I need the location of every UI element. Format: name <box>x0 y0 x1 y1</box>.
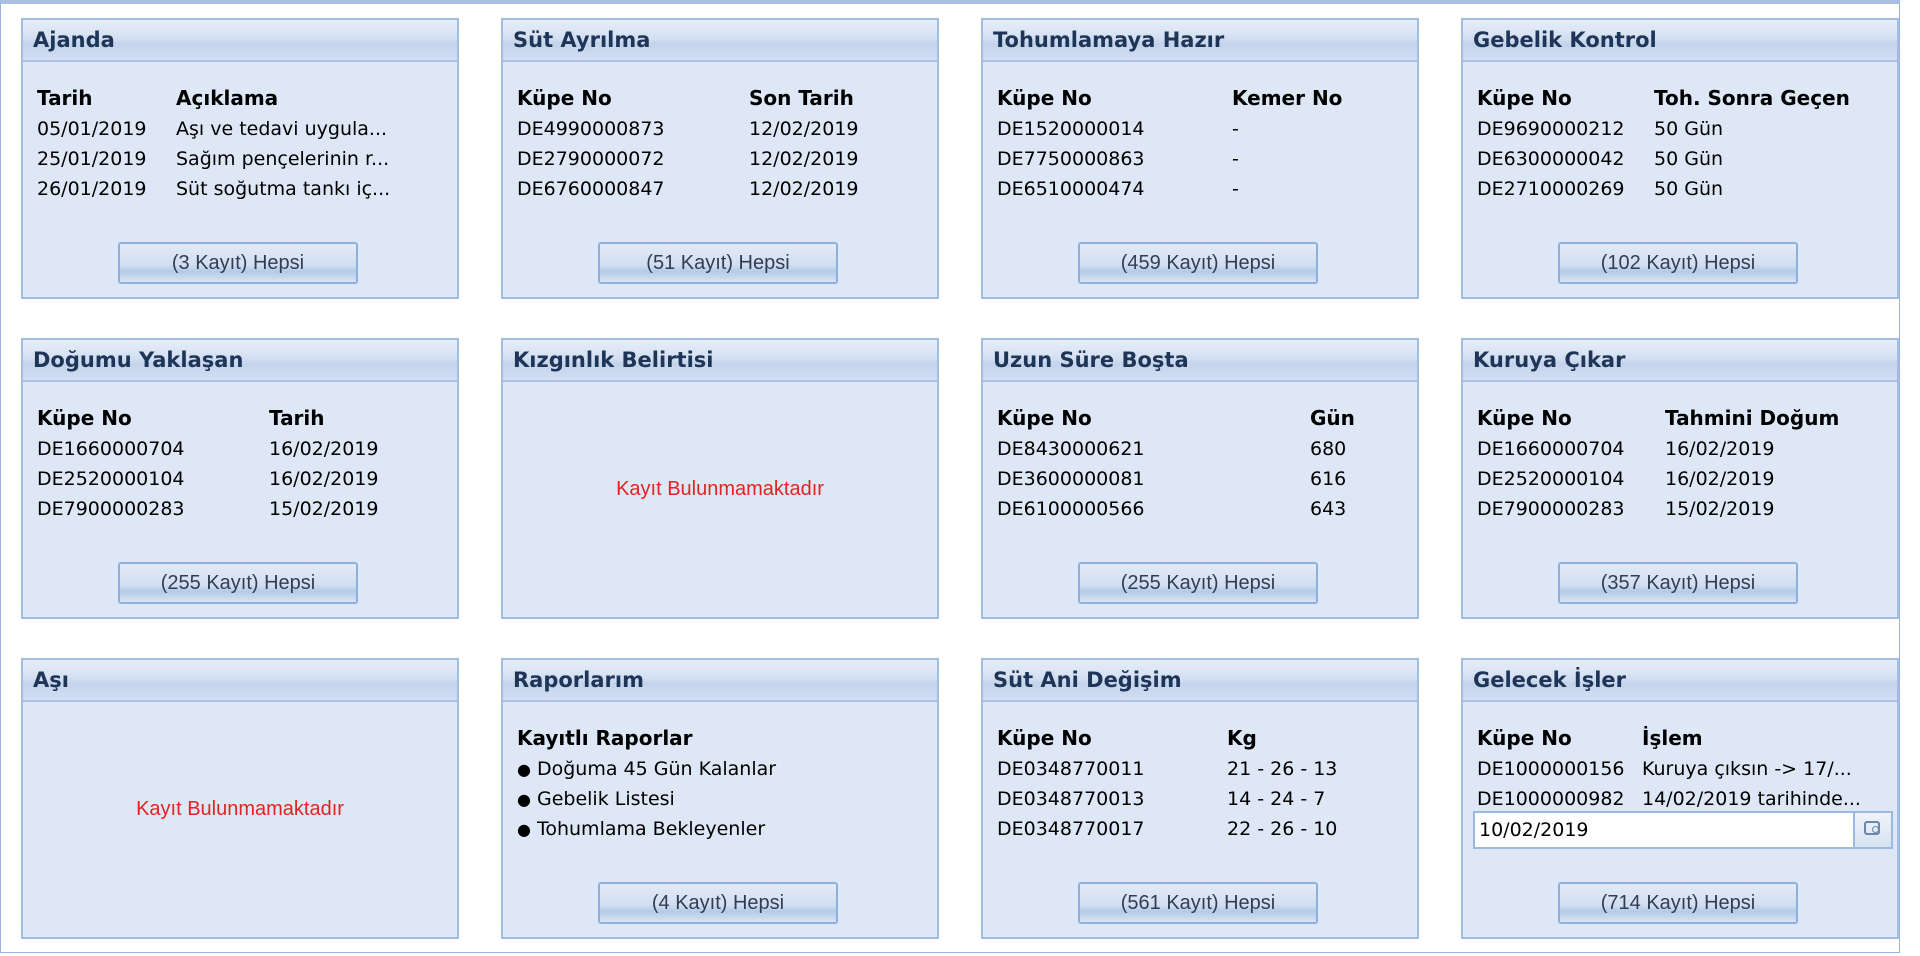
table-cell: DE7900000283 <box>37 498 185 520</box>
table-cell: 16/02/2019 <box>269 438 379 460</box>
panel-title: Raporlarım <box>503 660 937 702</box>
table-cell: 16/02/2019 <box>269 468 379 490</box>
show-all-button[interactable]: (102 Kayıt) Hepsi <box>1558 242 1798 284</box>
table-cell: 16/02/2019 <box>1665 438 1775 460</box>
column-header: Açıklama <box>176 86 279 110</box>
table-cell: 22 - 26 - 10 <box>1227 818 1338 840</box>
table-cell: 26/01/2019 <box>37 178 147 200</box>
uzun-sure-bosta-table <box>997 402 1407 524</box>
table-cell: 12/02/2019 <box>749 148 859 170</box>
table-cell: 16/02/2019 <box>1665 468 1775 490</box>
table-header-row <box>517 82 927 114</box>
panel-gebelik-kontrol <box>1461 18 1899 299</box>
table-row[interactable] <box>1477 144 1887 174</box>
panel-uzun-sure-bosta <box>981 338 1419 619</box>
table-cell: 15/02/2019 <box>1665 498 1775 520</box>
table-row[interactable] <box>37 114 447 144</box>
table-cell: DE4990000873 <box>517 118 665 140</box>
column-header: Toh. Sonra Geçen <box>1654 86 1850 110</box>
panel-title: Tohumlamaya Hazır <box>983 20 1417 62</box>
empty-message: Kayıt Bulunmamaktadır <box>616 478 824 500</box>
column-header: Küpe No <box>997 406 1092 430</box>
table-cell: 05/01/2019 <box>37 118 147 140</box>
report-link[interactable]: ● Tohumlama Bekleyenler <box>517 818 776 848</box>
column-header: İşlem <box>1642 726 1703 750</box>
panel-sut-ayrilma <box>501 18 939 299</box>
table-row[interactable] <box>997 434 1407 464</box>
table-cell: 50 Gün <box>1654 148 1724 170</box>
panel-title: Gebelik Kontrol <box>1463 20 1897 62</box>
table-cell: DE6760000847 <box>517 178 665 200</box>
show-all-button[interactable]: (255 Kayıt) Hepsi <box>118 562 358 604</box>
table-cell: DE7750000863 <box>997 148 1145 170</box>
panel-tohumlamaya-hazir <box>981 18 1419 299</box>
table-cell: 14 - 24 - 7 <box>1227 788 1326 810</box>
panel-title: Ajanda <box>23 20 457 62</box>
column-header: Tarih <box>269 406 325 430</box>
table-header-row <box>997 82 1407 114</box>
table-header-row <box>1477 722 1887 754</box>
table-cell: - <box>1232 148 1239 170</box>
table-row[interactable] <box>37 174 447 204</box>
table-cell: DE0348770017 <box>997 818 1145 840</box>
column-header: Son Tarih <box>749 86 854 110</box>
show-all-button[interactable]: (459 Kayıt) Hepsi <box>1078 242 1318 284</box>
table-cell: DE1000000156 <box>1477 758 1625 780</box>
table-row[interactable] <box>997 754 1407 784</box>
table-row[interactable] <box>997 464 1407 494</box>
panel-ajanda <box>21 18 459 299</box>
table-row[interactable] <box>1477 464 1887 494</box>
table-row[interactable] <box>1477 434 1887 464</box>
tohumlamaya-hazir-table <box>997 82 1407 204</box>
column-header: Tarih <box>37 86 93 110</box>
table-cell: 50 Gün <box>1654 178 1724 200</box>
table-header-row <box>1477 82 1887 114</box>
table-row[interactable] <box>997 144 1407 174</box>
table-cell: DE0348770013 <box>997 788 1145 810</box>
date-picker <box>1473 811 1893 849</box>
panel-dogumu-yaklasan <box>21 338 459 619</box>
show-all-button[interactable]: (714 Kayıt) Hepsi <box>1558 882 1798 924</box>
column-header: Küpe No <box>997 726 1092 750</box>
table-header-row <box>997 722 1407 754</box>
panel-title: Gelecek İşler <box>1463 660 1897 702</box>
table-row[interactable] <box>37 144 447 174</box>
table-row[interactable] <box>1477 114 1887 144</box>
table-cell: DE7900000283 <box>1477 498 1625 520</box>
table-header-row <box>37 402 447 434</box>
column-header: Kemer No <box>1232 86 1343 110</box>
table-cell: DE2520000104 <box>1477 468 1625 490</box>
table-cell: DE9690000212 <box>1477 118 1625 140</box>
calendar-icon[interactable] <box>1853 813 1891 847</box>
gelecek-isler-table <box>1477 722 1887 814</box>
table-cell: DE6300000042 <box>1477 148 1625 170</box>
panel-title: Doğumu Yaklaşan <box>23 340 457 382</box>
panel-title: Süt Ani Değişim <box>983 660 1417 702</box>
column-header: Küpe No <box>517 86 612 110</box>
column-header: Küpe No <box>1477 406 1572 430</box>
table-cell: 21 - 26 - 13 <box>1227 758 1338 780</box>
table-cell: DE0348770011 <box>997 758 1145 780</box>
table-cell: - <box>1232 178 1239 200</box>
table-cell: DE8430000621 <box>997 438 1145 460</box>
table-cell: 15/02/2019 <box>269 498 379 520</box>
table-cell: DE6100000566 <box>997 498 1145 520</box>
table-header-row <box>997 402 1407 434</box>
panel-raporlarim <box>501 658 939 939</box>
table-row[interactable] <box>517 174 927 204</box>
column-header: Tahmini Doğum <box>1665 406 1840 430</box>
show-all-button[interactable]: (4 Kayıt) Hepsi <box>598 882 838 924</box>
show-all-button[interactable]: (51 Kayıt) Hepsi <box>598 242 838 284</box>
column-header: Küpe No <box>37 406 132 430</box>
panel-title: Kızgınlık Belirtisi <box>503 340 937 382</box>
table-row[interactable] <box>517 114 927 144</box>
panel-title: Kuruya Çıkar <box>1463 340 1897 382</box>
table-row[interactable] <box>1477 174 1887 204</box>
table-cell: DE2790000072 <box>517 148 665 170</box>
table-row[interactable] <box>997 114 1407 144</box>
table-cell: Süt soğutma tankı iç... <box>176 178 391 200</box>
table-row[interactable] <box>517 144 927 174</box>
panel-title: Süt Ayrılma <box>503 20 937 62</box>
panel-asi <box>21 658 459 939</box>
panel-kizginlik-belirtisi <box>501 338 939 619</box>
panel-gelecek-isler <box>1461 658 1899 939</box>
date-input[interactable] <box>1479 813 1839 847</box>
table-cell: DE1000000982 <box>1477 788 1625 810</box>
table-cell: DE6510000474 <box>997 178 1145 200</box>
column-header: Küpe No <box>1477 86 1572 110</box>
panel-title: Aşı <box>23 660 457 702</box>
table-cell: Kuruya çıksın -> 17/... <box>1642 758 1852 780</box>
table-cell: - <box>1232 118 1239 140</box>
empty-message: Kayıt Bulunmamaktadır <box>136 798 344 820</box>
show-all-button[interactable]: (255 Kayıt) Hepsi <box>1078 562 1318 604</box>
report-link[interactable]: ● Gebelik Listesi <box>517 788 776 818</box>
show-all-button[interactable]: (561 Kayıt) Hepsi <box>1078 882 1318 924</box>
sut-ayrilma-table <box>517 82 927 204</box>
saved-reports-list <box>517 758 776 848</box>
table-cell: 12/02/2019 <box>749 178 859 200</box>
saved-reports-heading: Kayıtlı Raporlar <box>517 726 693 750</box>
table-row[interactable] <box>997 814 1407 844</box>
gebelik-kontrol-table <box>1477 82 1887 204</box>
dashboard-grid <box>21 18 1899 939</box>
table-cell: 680 <box>1310 438 1347 460</box>
show-all-button[interactable]: (3 Kayıt) Hepsi <box>118 242 358 284</box>
table-row[interactable] <box>997 174 1407 204</box>
column-header: Küpe No <box>1477 726 1572 750</box>
report-link[interactable]: ● Doğuma 45 Gün Kalanlar <box>517 758 776 788</box>
column-header: Küpe No <box>997 86 1092 110</box>
table-cell: 25/01/2019 <box>37 148 147 170</box>
dogumu-yaklasan-table <box>37 402 447 524</box>
table-row[interactable] <box>37 494 447 524</box>
show-all-button[interactable]: (357 Kayıt) Hepsi <box>1558 562 1798 604</box>
ajanda-table <box>37 82 447 204</box>
table-cell: 643 <box>1310 498 1347 520</box>
table-row[interactable] <box>997 494 1407 524</box>
table-cell: DE3600000081 <box>997 468 1145 490</box>
table-cell: 616 <box>1310 468 1347 490</box>
panel-sut-ani-degisim <box>981 658 1419 939</box>
table-row[interactable] <box>997 784 1407 814</box>
table-row[interactable] <box>1477 754 1887 784</box>
sut-ani-degisim-table <box>997 722 1407 844</box>
table-row[interactable] <box>37 464 447 494</box>
kuruya-cikar-table <box>1477 402 1887 524</box>
table-cell: DE1520000014 <box>997 118 1145 140</box>
table-cell: 12/02/2019 <box>749 118 859 140</box>
table-row[interactable] <box>37 434 447 464</box>
column-header: Gün <box>1310 406 1355 430</box>
table-header-row <box>37 82 447 114</box>
table-cell: DE2520000104 <box>37 468 185 490</box>
table-cell: 14/02/2019 tarihinde... <box>1642 788 1861 810</box>
table-row[interactable] <box>1477 784 1887 814</box>
table-row[interactable] <box>1477 494 1887 524</box>
table-cell: Aşı ve tedavi uygula... <box>176 118 388 140</box>
column-header: Kg <box>1227 726 1257 750</box>
table-cell: Sağım pençelerinin r... <box>176 148 390 170</box>
table-cell: DE2710000269 <box>1477 178 1625 200</box>
table-cell: DE1660000704 <box>37 438 185 460</box>
panel-kuruya-cikar <box>1461 338 1899 619</box>
panel-title: Uzun Süre Boşta <box>983 340 1417 382</box>
table-cell: DE1660000704 <box>1477 438 1625 460</box>
table-header-row <box>1477 402 1887 434</box>
table-cell: 50 Gün <box>1654 118 1724 140</box>
